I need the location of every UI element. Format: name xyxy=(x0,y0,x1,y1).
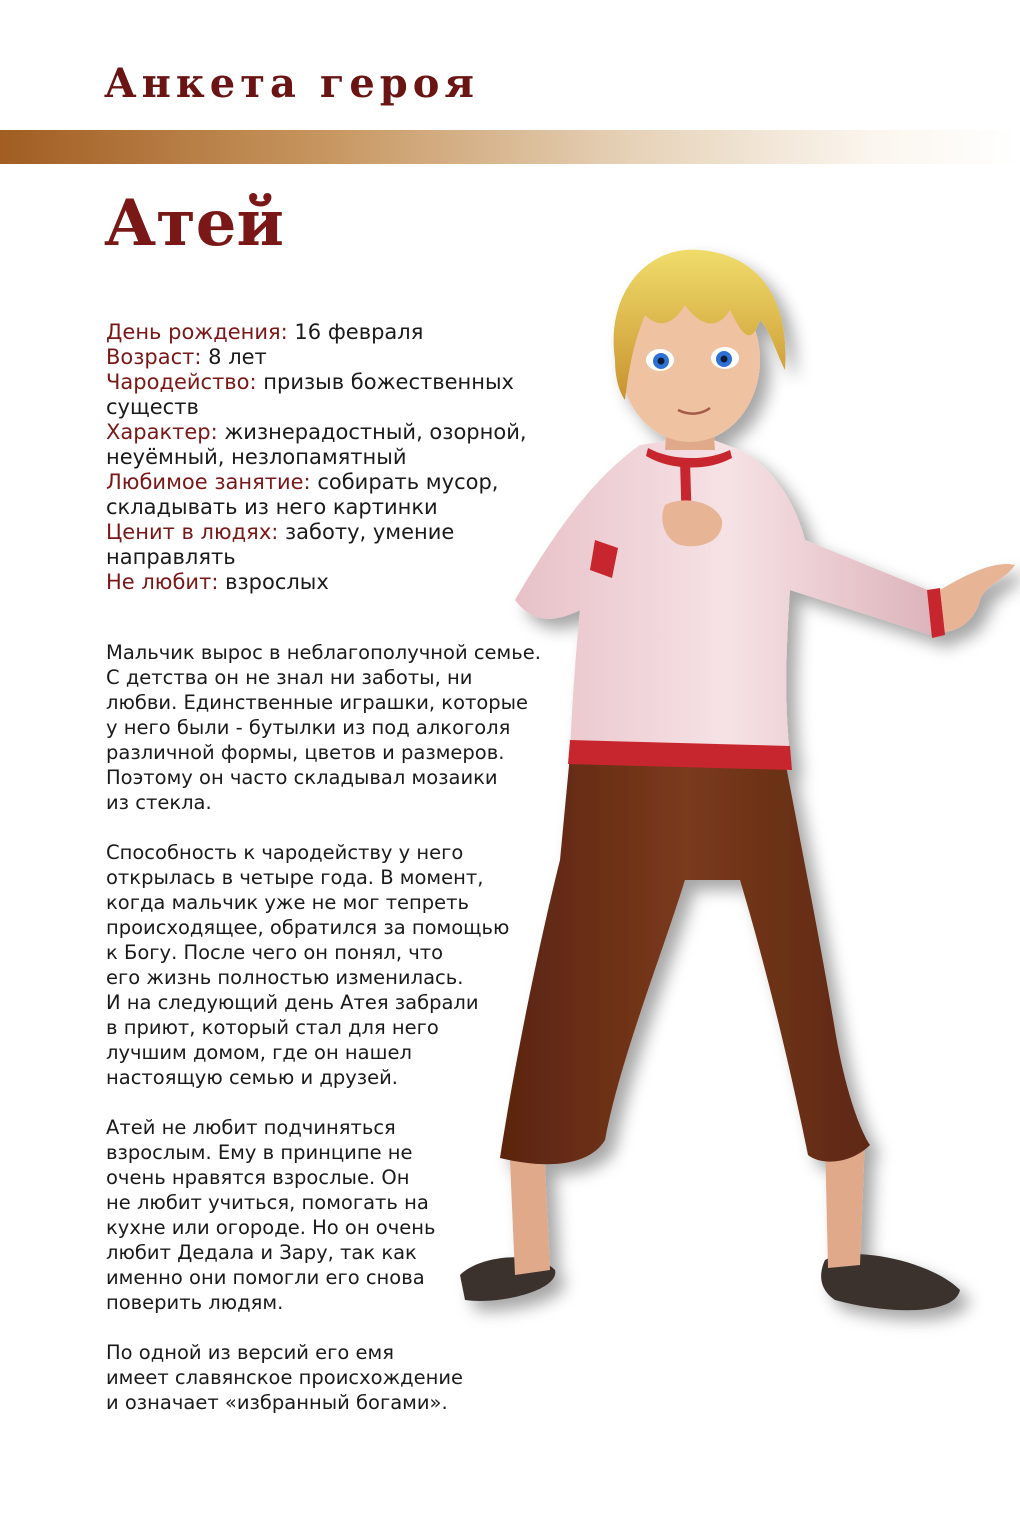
fact-character xyxy=(106,420,576,470)
fact-value: призыв божественных существ xyxy=(106,370,514,419)
fact-label: Характер: xyxy=(106,420,218,444)
fact-value: 8 лет xyxy=(208,345,267,369)
bio-paragraph: Атей не любит подчиняться взрослым. Ему в принципе не очень нравятся взрослые. Он не любит учиться, помогать на кухне или огороде. Но он очень любит Дедала и Зару, так как именно они помогли его снова поверить людям. xyxy=(106,1116,436,1314)
bio-paragraph: Способность к чародейству у него открылась в четыре года. В момент, когда мальчик уже не мог тепреть происходящее, обратился за помощью к Богу. После чего он понял, что его жизнь полностью изменилась. И на следующий день Атея забрали в приют, который стал для него лучшим домом, где он нашел настоящую семью и друзей. xyxy=(106,841,510,1089)
fact-values xyxy=(106,520,576,570)
fact-value: заботу, умение направлять xyxy=(106,520,455,569)
fact-label: Ценит в людях: xyxy=(106,520,279,544)
fact-magic xyxy=(106,370,576,420)
fact-label: Не любит: xyxy=(106,570,219,594)
fact-value: взрослых xyxy=(225,570,329,594)
fact-age xyxy=(106,345,576,370)
fact-label: Возраст: xyxy=(106,345,202,369)
page-header-title: Анкета героя xyxy=(104,60,479,107)
hero-facts xyxy=(106,320,576,595)
fact-label: Любимое занятие: xyxy=(106,470,311,494)
fact-value: жизнерадостный, озорной, неуёмный, незлопамятный xyxy=(106,420,527,469)
hero-name: Атей xyxy=(104,186,284,261)
fact-label: Чародейство: xyxy=(106,370,257,394)
fact-birthday xyxy=(106,320,576,345)
fact-value: собирать мусор, складывать из него картинки xyxy=(106,470,499,519)
header-decorative-bar xyxy=(0,130,1020,164)
fact-label: День рождения: xyxy=(106,320,288,344)
hero-biography xyxy=(106,640,576,1440)
right-hand xyxy=(940,564,1015,632)
fact-dislikes xyxy=(106,570,576,595)
bio-paragraph: По одной из версий его емя имеет славянское происхождение и означает «избранный богами». xyxy=(106,1341,464,1414)
fact-value: 16 февраля xyxy=(294,320,424,344)
shirt xyxy=(515,435,940,755)
bio-paragraph: Мальчик вырос в неблагополучной семье. С детства он не знал ни заботы, ни любви. Единственные играшки, которые у него были - бутылки из под алкоголя различной формы, цветов и размеров. Поэтому он часто складывал мозаики из стекла. xyxy=(106,641,541,814)
fact-hobby xyxy=(106,470,576,520)
left-pupil xyxy=(658,358,665,365)
right-pupil xyxy=(721,356,728,363)
